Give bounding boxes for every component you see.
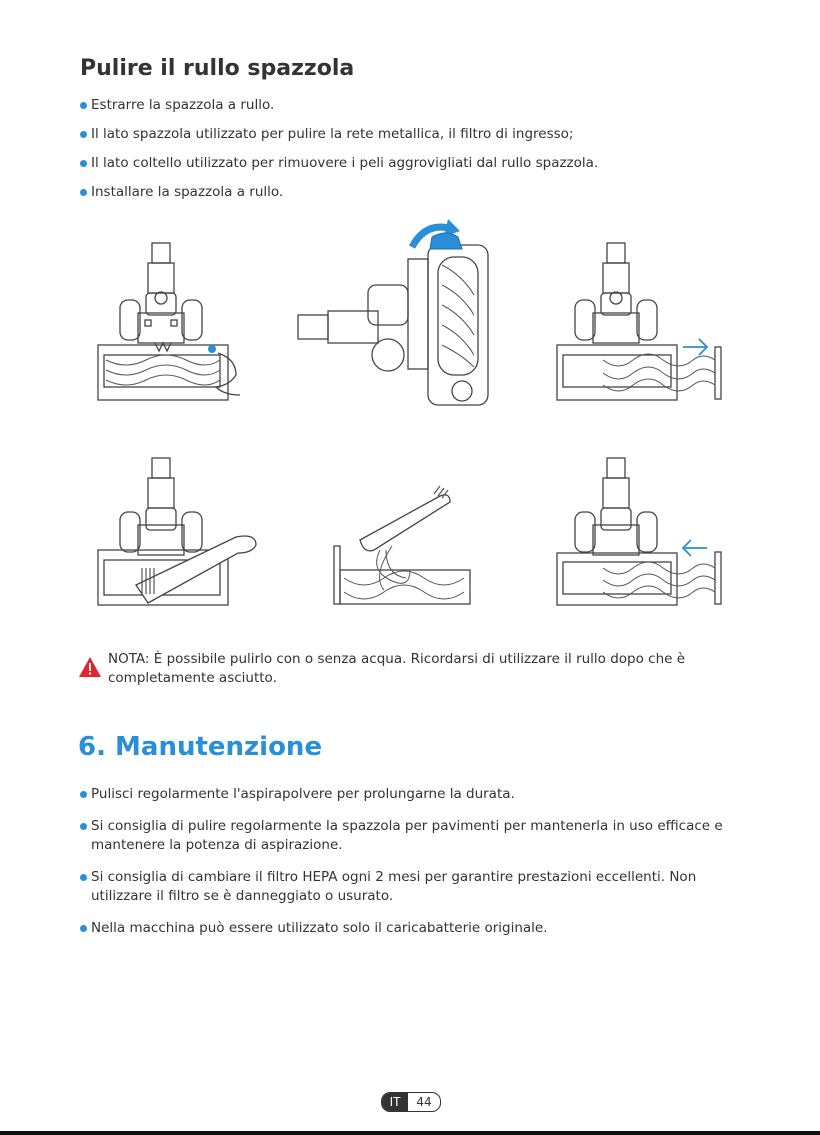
bottom-rule <box>0 1131 820 1135</box>
warning-triangle-icon <box>78 656 102 678</box>
language-code: IT <box>382 1093 408 1111</box>
illustration-release-roller <box>90 235 270 410</box>
page-number: 44 <box>416 1095 432 1109</box>
bullet-dot-icon <box>80 791 87 798</box>
illustration-install-roller <box>555 450 730 615</box>
list-item: Il lato spazzola utilizzato per pulire la rete metallica, il filtro di ingresso; <box>80 125 760 144</box>
list-item: Pulisci regolarmente l'aspirapolvere per prolungarne la durata. <box>80 785 760 804</box>
section-title-maintenance: 6. Manutenzione <box>78 732 323 762</box>
illustration-remove-roller <box>555 235 730 410</box>
illustration-cut-hair-tool <box>330 480 480 610</box>
list-item: Estrarre la spazzola a rullo. <box>80 96 760 115</box>
bullet-dot-icon <box>80 131 87 138</box>
list-item: Si consiglia di cambiare il filtro HEPA ogni 2 mesi per garantire prestazioni eccellenti. Non utilizzare il filtro se è danneggiato o usurato. <box>80 868 760 906</box>
bullet-dot-icon <box>80 874 87 881</box>
maintenance-list <box>80 785 760 951</box>
roller-steps-list <box>80 96 760 212</box>
bullet-dot-icon <box>80 925 87 932</box>
list-item: Il lato coltello utilizzato per rimuovere i peli aggrovigliati dal rullo spazzola. <box>80 154 760 173</box>
note-text: NOTA: È possibile pulirlo con o senza acqua. Ricordarsi di utilizzare il rullo dopo che è completamente asciutto. <box>108 651 686 686</box>
bullet-dot-icon <box>80 823 87 830</box>
page-number-badge <box>381 1092 441 1112</box>
section-title-clean-roller: Pulire il rullo spazzola <box>80 56 355 81</box>
bullet-dot-icon <box>80 102 87 109</box>
list-item: Si consiglia di pulire regolarmente la spazzola per pavimenti per mantenerla in uso efficace e mantenere la potenza di aspirazione. <box>80 817 760 855</box>
illustration-lift-cover <box>290 215 500 410</box>
list-item: Nella macchina può essere utilizzato solo il caricabatterie originale. <box>80 919 760 938</box>
list-item: Installare la spazzola a rullo. <box>80 183 760 202</box>
illustration-clean-head-tool <box>90 450 270 615</box>
bullet-dot-icon <box>80 160 87 167</box>
bullet-dot-icon <box>80 189 87 196</box>
